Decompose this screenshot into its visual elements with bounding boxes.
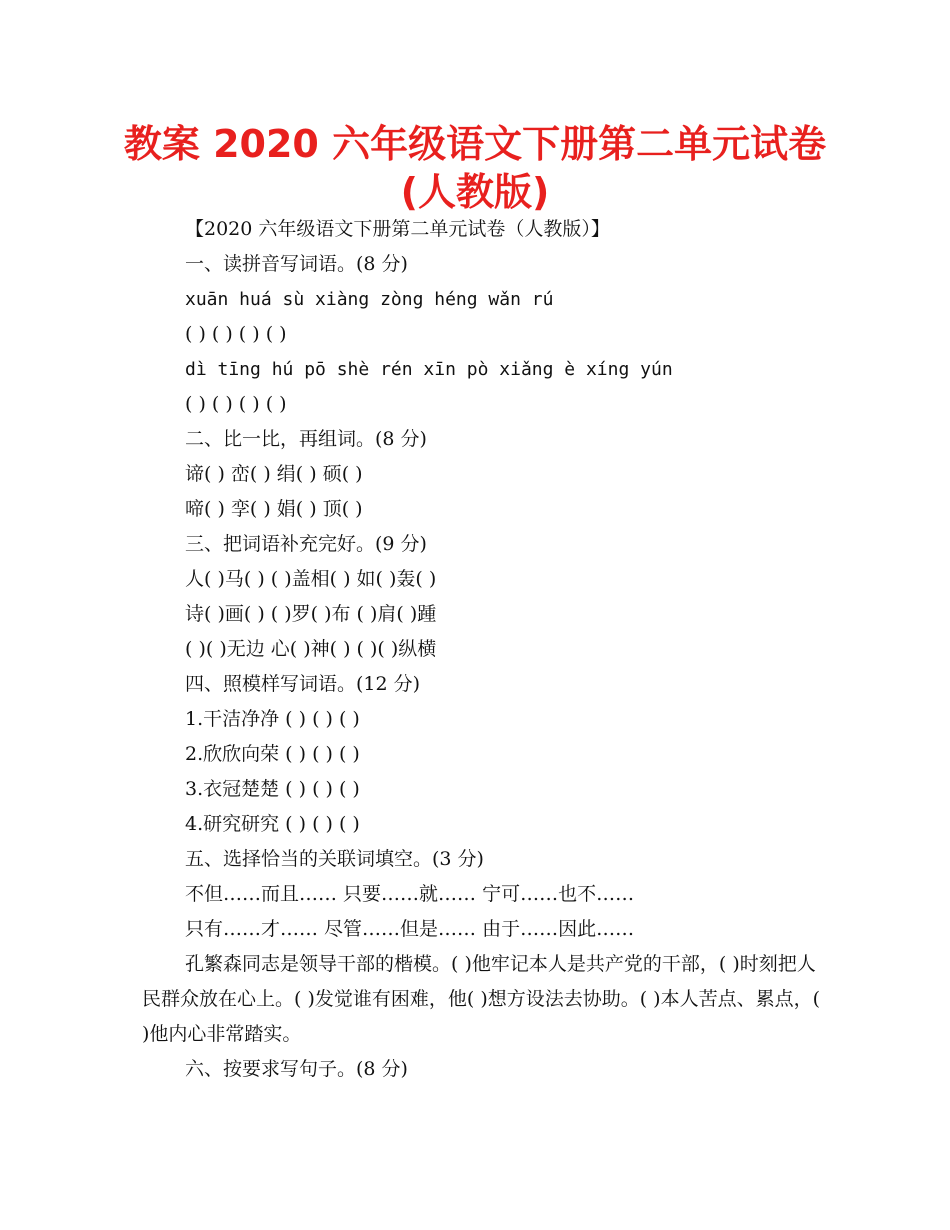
exam-header-line: 【2020 六年级语文下册第二单元试卷（人教版）】: [185, 218, 610, 240]
idiom-row-2: 诗( )画( ) ( )罗( )布 ( )肩( )踵: [185, 603, 437, 625]
conjunction-options-row-2: 只有……才…… 尽管……但是…… 由于……因此……: [185, 918, 635, 940]
exam-body: [185, 212, 825, 947]
section-three-heading: 三、把词语补充完好。(9 分): [185, 533, 427, 555]
document-title-line-1: 教案 2020 六年级语文下册第二单元试卷: [123, 122, 827, 166]
section-four-heading: 四、照模样写词语。(12 分): [185, 673, 421, 695]
compare-row-1: 谛( ) 峦( ) 绢( ) 硕( ): [185, 463, 363, 485]
pattern-row-4: 4.研究研究 ( ) ( ) ( ): [185, 813, 360, 835]
pinyin-row-2: dì tīng hú pō shè rén xīn pò xiǎng è xíng yún: [185, 359, 673, 380]
pinyin-row-1: xuān huá sù xiàng zòng héng wǎn rú: [185, 289, 554, 310]
blank-row-2: ( ) ( ) ( ) ( ): [185, 393, 287, 415]
conjunction-options-row-1: 不但……而且…… 只要……就…… 宁可……也不……: [185, 883, 635, 905]
section-two-heading: 二、比一比，再组词。(8 分): [185, 428, 427, 450]
idiom-row-1: 人( )马( ) ( )盖相( ) 如( )轰( ): [185, 568, 437, 590]
section-five-heading: 五、选择恰当的关联词填空。(3 分): [185, 848, 484, 870]
section-one-heading: 一、读拼音写词语。(8 分): [185, 253, 408, 275]
idiom-row-3: ( )( )无边 心( )神( ) ( )( )纵横: [185, 638, 437, 660]
pattern-row-3: 3.衣冠楚楚 ( ) ( ) ( ): [185, 778, 360, 800]
fill-in-passage: 孔繁森同志是领导干部的楷模。( )他牢记本人是共产党的干部，( )时刻把人民群众放在心上。( )发觉谁有困难，他( )想方设法去协助。( )本人苦点、累点，( )他内心非常踏实。: [142, 953, 821, 1045]
section-six-heading: 六、按要求写句子。(8 分): [185, 1058, 408, 1080]
blank-row-1: ( ) ( ) ( ) ( ): [185, 323, 287, 345]
pattern-row-1: 1.干洁净净 ( ) ( ) ( ): [185, 708, 360, 730]
pattern-row-2: 2.欣欣向荣 ( ) ( ) ( ): [185, 743, 360, 765]
document-title-line-2: (人教版): [400, 170, 550, 214]
compare-row-2: 啼( ) 孪( ) 娟( ) 顶( ): [185, 498, 363, 520]
